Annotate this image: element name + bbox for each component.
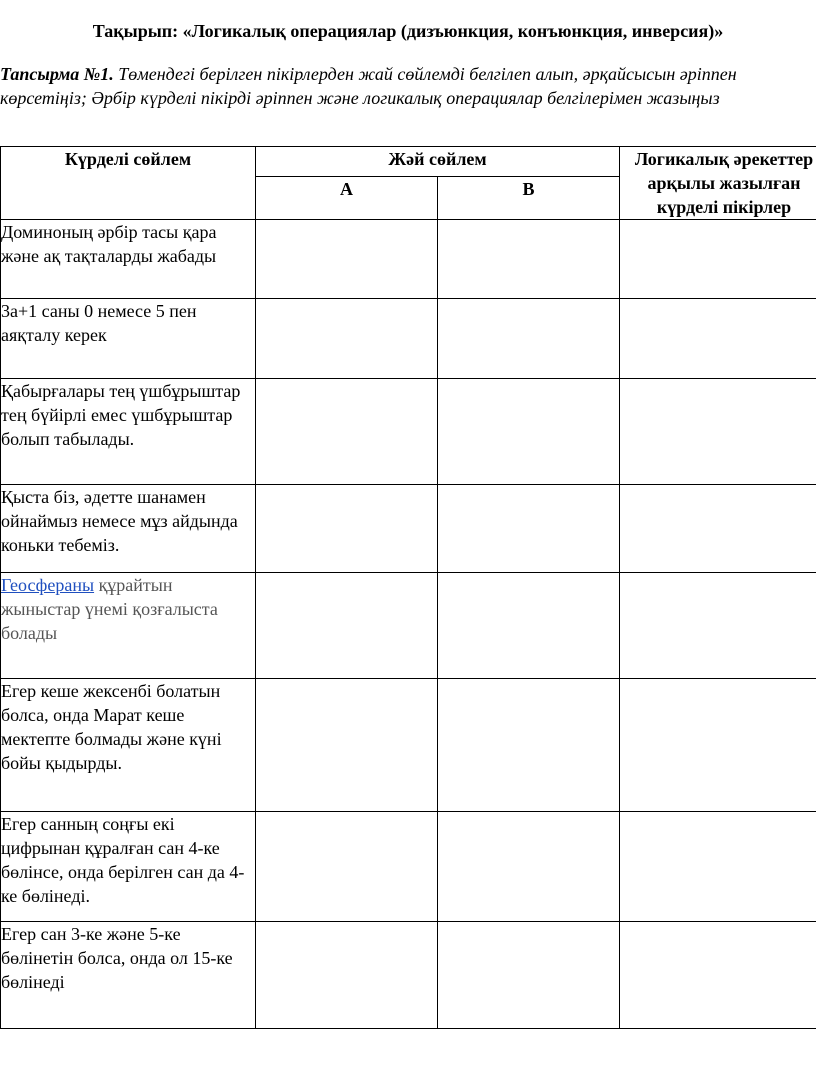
table-row (1, 485, 816, 573)
header-logical-operations (620, 147, 816, 220)
complex-sentence-cell (1, 573, 256, 679)
geosphere-link[interactable]: Геосфераны (1, 575, 95, 595)
header-logic-line-3: күрделі пікірлер (656, 197, 792, 217)
answer-cell-logic[interactable] (620, 679, 816, 812)
answer-cell-a[interactable] (256, 485, 438, 573)
header-logic-line-1: Логикалық әрекеттер (634, 149, 814, 169)
answer-cell-a[interactable] (256, 379, 438, 485)
table-row (1, 379, 816, 485)
task-text-1: Төмендегі берілген пікірлерден жай сөйлемді белгілеп алып, әрқайсысын әріппен (113, 64, 737, 84)
answer-cell-logic[interactable] (620, 922, 816, 1029)
answer-cell-logic[interactable] (620, 299, 816, 379)
complex-sentence-cell: Қабырғалары тең үшбұрыштар тең бүйірлі емес үшбұрыштар болып табылады. (1, 379, 256, 485)
answer-cell-b[interactable] (438, 812, 620, 922)
task-line-1 (0, 62, 816, 86)
answer-cell-logic[interactable] (620, 573, 816, 679)
complex-sentence-cell: Егер санның соңғы екі цифрынан құралған сан 4-ке бөлінсе, онда берілген сан да 4-ке бөлінеді. (1, 812, 256, 922)
table-row (1, 679, 816, 812)
answer-cell-b[interactable] (438, 485, 620, 573)
answer-cell-b[interactable] (438, 299, 620, 379)
answer-cell-b[interactable] (438, 220, 620, 299)
header-logic-line-2: арқылы жазылған (647, 173, 801, 193)
answer-cell-a[interactable] (256, 812, 438, 922)
header-complex-sentence: Күрделі сөйлем (1, 147, 256, 220)
task-instructions (0, 62, 816, 110)
answer-cell-b[interactable] (438, 379, 620, 485)
complex-sentence-cell: Доминоның әрбір тасы қара және ақ тақталарды жабады (1, 220, 256, 299)
table-row (1, 812, 816, 922)
answer-cell-a[interactable] (256, 220, 438, 299)
header-column-a: А (256, 176, 438, 219)
answer-cell-a[interactable] (256, 679, 438, 812)
answer-cell-logic[interactable] (620, 379, 816, 485)
task-text-2: көрсетіңіз; Әрбір күрделі пікірді әріппен және логикалық операциялар белгілерімен жазыңыз (0, 88, 720, 108)
complex-sentence-cell: 3а+1 саны 0 немесе 5 пен аяқталу керек (1, 299, 256, 379)
table-row (1, 299, 816, 379)
complex-sentence-cell: Егер сан 3-ке және 5-ке бөлінетін болса, онда ол 15-ке бөлінеді (1, 922, 256, 1029)
header-simple-sentence: Жәй сөйлем (256, 147, 620, 177)
answer-cell-b[interactable] (438, 573, 620, 679)
page-title: Тақырып: «Логикалық операциялар (дизъюнкция, конъюнкция, инверсия)» (92, 21, 724, 41)
table-row (1, 220, 816, 299)
table-row (1, 573, 816, 679)
answer-cell-logic[interactable] (620, 220, 816, 299)
sentences-table (0, 146, 816, 1029)
answer-cell-b[interactable] (438, 922, 620, 1029)
answer-cell-a[interactable] (256, 922, 438, 1029)
answer-cell-logic[interactable] (620, 485, 816, 573)
task-label: Тапсырма №1. (0, 64, 114, 84)
answer-cell-b[interactable] (438, 679, 620, 812)
complex-sentence-cell: Егер кеше жексенбі болатын болса, онда Марат кеше мектепте болмады және күні бойы қыдырды. (1, 679, 256, 812)
answer-cell-a[interactable] (256, 573, 438, 679)
header-row-1 (1, 147, 816, 177)
header-column-b: В (438, 176, 620, 219)
table-row (1, 922, 816, 1029)
answer-cell-logic[interactable] (620, 812, 816, 922)
complex-sentence-cell: Қыста біз, әдетте шанамен ойнаймыз немесе мұз айдында коньки тебеміз. (1, 485, 256, 573)
sentence-rest-text: құрайтын жыныстар үнемі қозғалыста болады (1, 575, 218, 643)
answer-cell-a[interactable] (256, 299, 438, 379)
